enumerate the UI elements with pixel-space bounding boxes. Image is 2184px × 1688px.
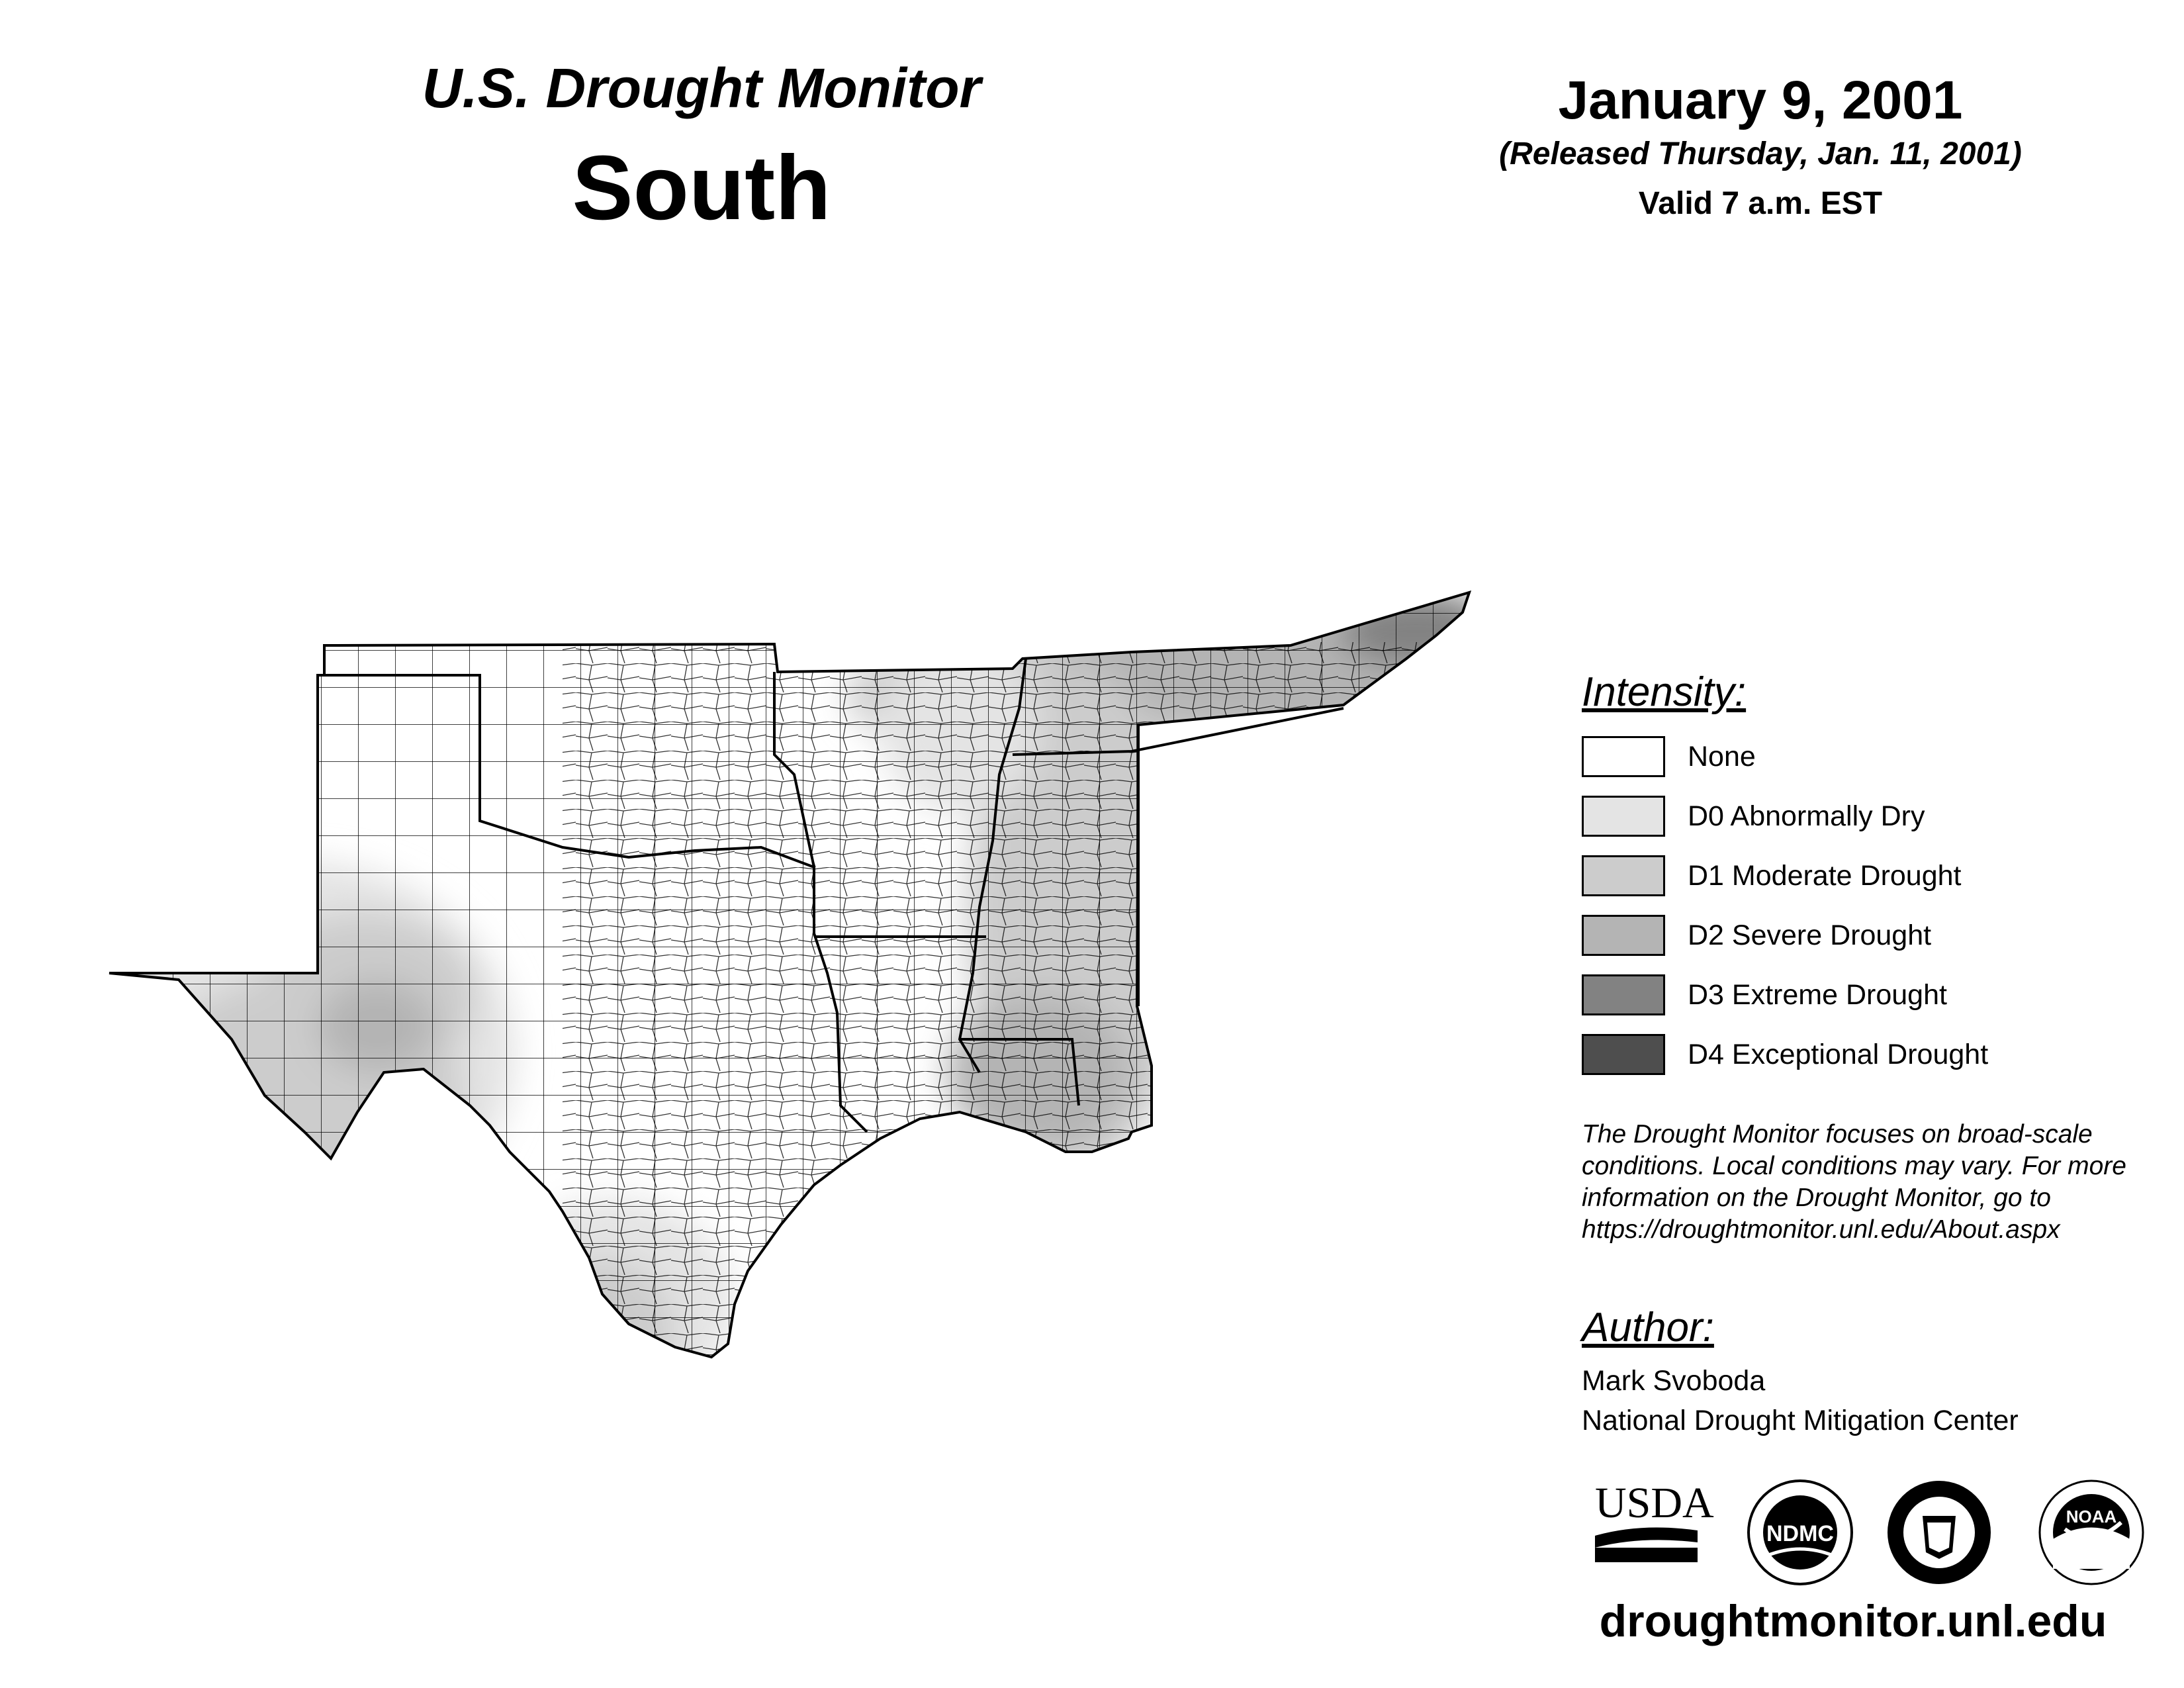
legend-item-d0 [1582, 794, 1925, 838]
ndmc-logo-text: NDMC [1766, 1521, 1834, 1546]
legend-swatch [1582, 855, 1665, 896]
legend-item-d2 [1582, 914, 1931, 957]
legend-swatch [1582, 796, 1665, 837]
legend-label: D0 Abnormally Dry [1688, 800, 1925, 832]
legend-label: D3 Extreme Drought [1688, 978, 1947, 1011]
commerce-seal [1888, 1481, 1991, 1584]
legend-label: D1 Moderate Drought [1688, 859, 1962, 892]
legend-item-d4 [1582, 1033, 1988, 1076]
legend-label: D2 Severe Drought [1688, 919, 1932, 951]
usda-logo [1595, 1479, 1714, 1562]
site-url[interactable]: droughtmonitor.unl.edu [1599, 1596, 2107, 1646]
legend-label: D4 Exceptional Drought [1688, 1038, 1989, 1070]
map-title: U.S. Drought Monitor [422, 57, 981, 119]
author-organization: National Drought Mitigation Center [1582, 1405, 2019, 1436]
map-date: January 9, 2001 [1558, 70, 1963, 130]
legend-item-none [1582, 735, 1756, 778]
legend-label: None [1688, 740, 1756, 773]
region-title: South [572, 137, 831, 239]
release-note: (Released Thursday, Jan. 11, 2001) [1499, 136, 2022, 171]
legend-item-d1 [1582, 854, 1962, 898]
valid-time: Valid 7 a.m. EST [1638, 186, 1883, 221]
legend-swatch [1582, 974, 1665, 1015]
legend-heading: Intensity: [1582, 669, 1747, 715]
ndmc-logo [1749, 1481, 1852, 1584]
agency-logos [1588, 1476, 2164, 1589]
legend-swatch [1582, 1034, 1665, 1075]
author-heading: Author: [1582, 1305, 1714, 1350]
disclaimer-text: The Drought Monitor focuses on broad-scale conditions. Local conditions may vary. For more information on the Drought Monitor, go to https://droughtmonitor.unl.edu/About.aspx [1582, 1120, 2126, 1244]
usda-logo-text: USDA [1595, 1479, 1714, 1527]
legend-item-d3 [1582, 973, 1947, 1017]
legend-swatch [1582, 915, 1665, 956]
author-name: Mark Svoboda [1582, 1365, 1766, 1397]
noaa-logo-text: NOAA [2066, 1507, 2117, 1526]
noaa-logo [2040, 1481, 2143, 1584]
legend-swatch [1582, 736, 1665, 777]
drought-map [99, 576, 1482, 1403]
